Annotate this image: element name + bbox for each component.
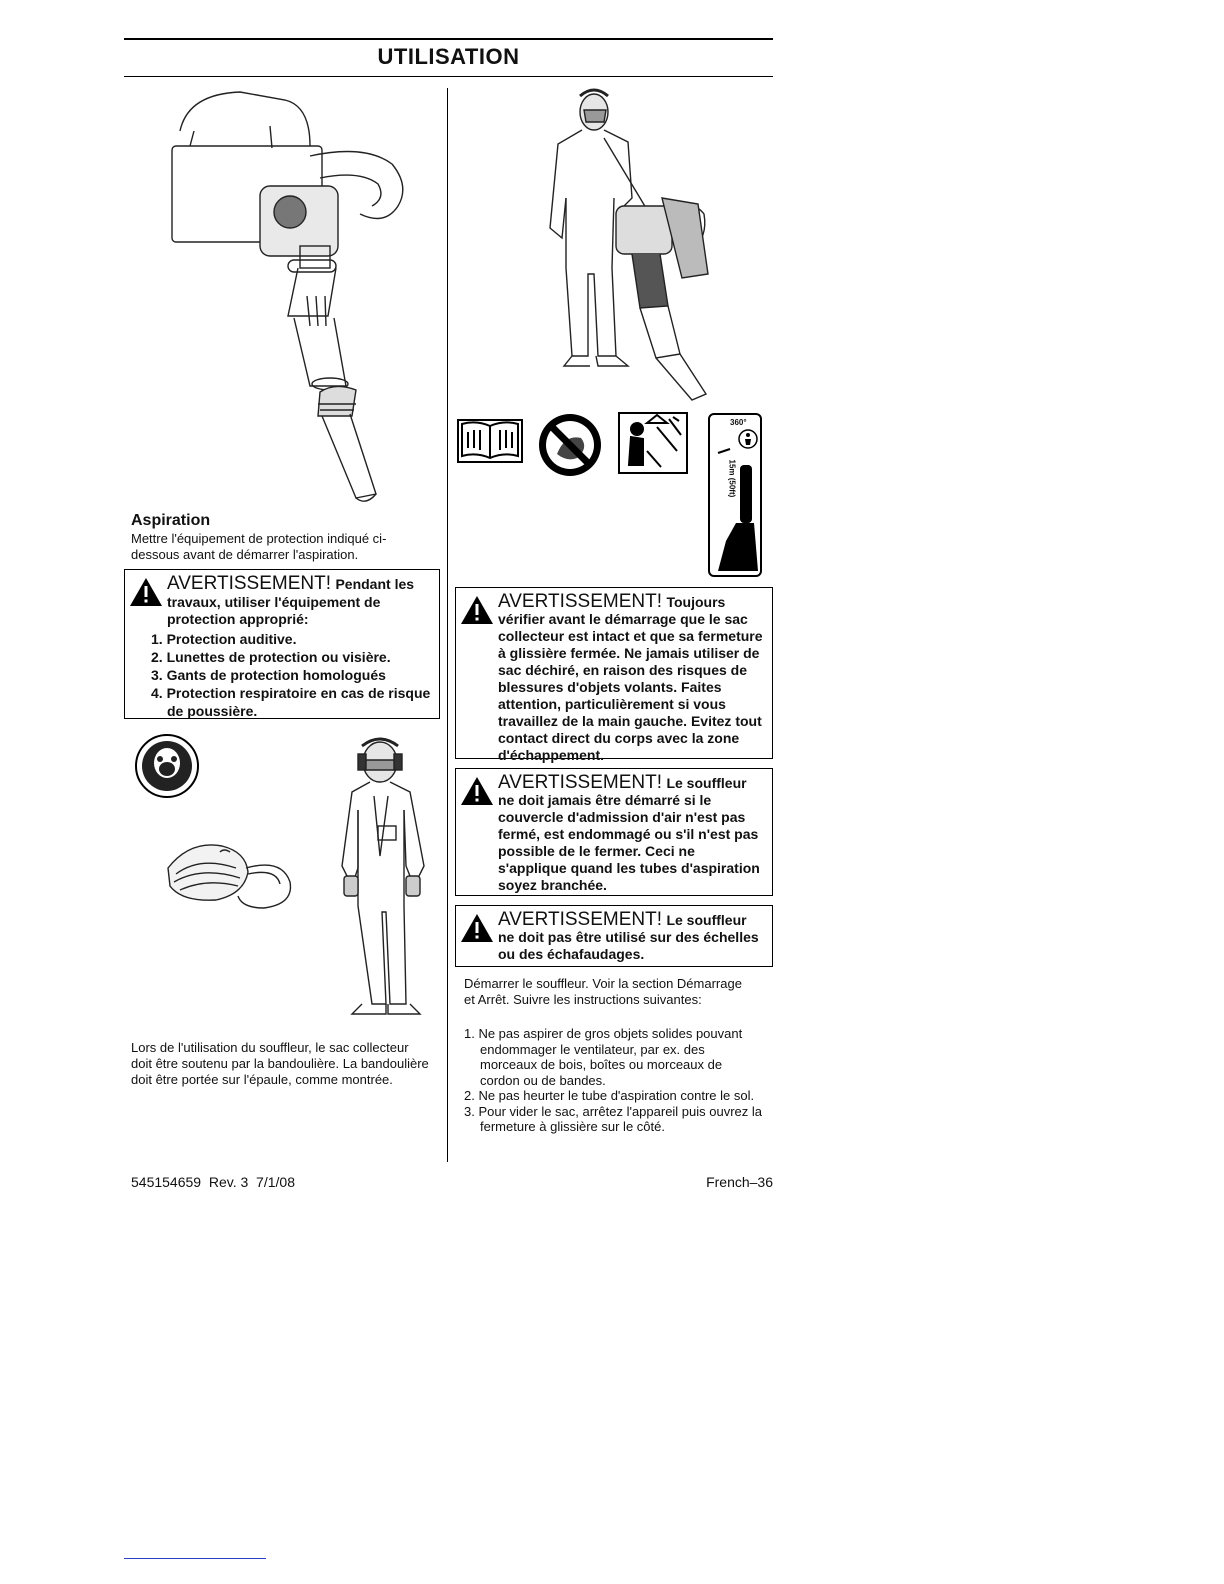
respirator-required-icon bbox=[134, 733, 200, 799]
doc-number: 545154659 Rev. 3 7/1/08 bbox=[131, 1174, 295, 1190]
warning-label: AVERTISSEMENT! bbox=[498, 591, 662, 612]
aspiration-intro-text: Mettre l'équipement de protection indiqué ci-dessous avant de démarrer l'aspiration. bbox=[131, 531, 387, 562]
warning-box-intake-cover bbox=[455, 768, 773, 896]
warning-box-protection bbox=[124, 569, 440, 719]
aspiration-heading: Aspiration bbox=[131, 512, 211, 529]
wear-protection-icon bbox=[617, 411, 689, 475]
no-debris-hazard-icon bbox=[537, 412, 603, 478]
start-instructions-text: Démarrer le souffleur. Voir la section Démarrage et Arrêt. Suivre les instructions suivantes: bbox=[464, 976, 742, 1007]
safety-distance-label bbox=[708, 413, 762, 577]
list-item: 2. Ne pas heurter le tube d'aspiration contre le sol. bbox=[464, 1088, 755, 1103]
warning-triangle-icon bbox=[460, 912, 494, 944]
blower-tube-icon bbox=[714, 445, 758, 575]
warning-lead: Toujours bbox=[666, 594, 726, 610]
list-item: 3. Pour vider le sac, arrêtez l'appareil puis ouvrez la fermeture à glissière sur le côté. bbox=[464, 1103, 763, 1134]
warning-text: travaux, utiliser l'équipement de protection approprié: bbox=[167, 594, 381, 627]
dust-mask-illustration bbox=[160, 838, 296, 912]
warning-label: AVERTISSEMENT! bbox=[167, 573, 331, 594]
protective-gear-worker-illustration bbox=[322, 736, 438, 1018]
header-rule-top bbox=[124, 38, 773, 40]
shoulder-strap-note: Lors de l'utilisation du souffleur, le sac collecteur doit être soutenu par la bandoulière. La bandoulière doit être portée sur l'épaule, comme montrée. bbox=[131, 1040, 429, 1087]
warning-text: vérifier avant le démarrage que le sac collecteur est intact et que sa fermeture à glissière fermée. Ne jamais utiliser de sac déchiré, en raison des risques de blessures d'objets volants. Faites attention, particulièrement si vous travaillez de la main gauche. Evitez tout contact direct du corps avec la zone d'échappement. bbox=[498, 611, 763, 763]
list-item: 1. Ne pas aspirer de gros objets solides pouvant endommager le ventilateur, par ex. des morceaux de bois, boîtes ou morceaux de cordon ou de bandes. bbox=[464, 1026, 743, 1088]
header-rule-bottom bbox=[124, 76, 773, 77]
warning-text: ne doit jamais être démarré si le couvercle d'admission d'air n'est pas fermé, est endommagé ou s'il n'est pas possible de le fermer. Ceci ne s'applique quand les tubes d'aspiration soyez branchée. bbox=[498, 792, 760, 893]
instruction-steps bbox=[464, 1026, 764, 1135]
warning-lead: Le souffleur bbox=[666, 912, 747, 928]
label-angle: 360° bbox=[730, 418, 747, 427]
label-distance: 15m (50ft) bbox=[727, 459, 737, 498]
warning-triangle-icon bbox=[460, 594, 494, 626]
warning-label: AVERTISSEMENT! bbox=[498, 772, 662, 793]
warning-lead: Le souffleur bbox=[666, 775, 747, 791]
blower-vacuum-illustration bbox=[160, 86, 420, 506]
page-number: French–36 bbox=[706, 1174, 773, 1190]
protection-item: 2. Lunettes de protection ou visière. bbox=[151, 649, 391, 665]
warning-box-bag-check bbox=[455, 587, 773, 763]
warning-lead: Pendant les bbox=[335, 576, 415, 592]
protection-item: 1. Protection auditive. bbox=[151, 631, 297, 647]
protection-item: 4. Protection respiratoire en cas de risque de poussière. bbox=[151, 685, 431, 719]
read-manual-icon bbox=[456, 418, 524, 464]
operator-vacuuming-illustration bbox=[532, 88, 722, 408]
bottom-hyperlink-line bbox=[124, 1558, 266, 1559]
protection-item: 3. Gants de protection homologués bbox=[151, 667, 386, 683]
warning-box-ladders bbox=[455, 905, 773, 967]
warning-triangle-icon bbox=[460, 775, 494, 807]
page-title: UTILISATION bbox=[377, 44, 520, 69]
warning-label: AVERTISSEMENT! bbox=[498, 909, 662, 930]
warning-text: ne doit pas être utilisé sur des échelles ou des échafaudages. bbox=[498, 929, 759, 962]
warning-triangle-icon bbox=[129, 576, 163, 608]
column-divider bbox=[447, 88, 448, 1162]
